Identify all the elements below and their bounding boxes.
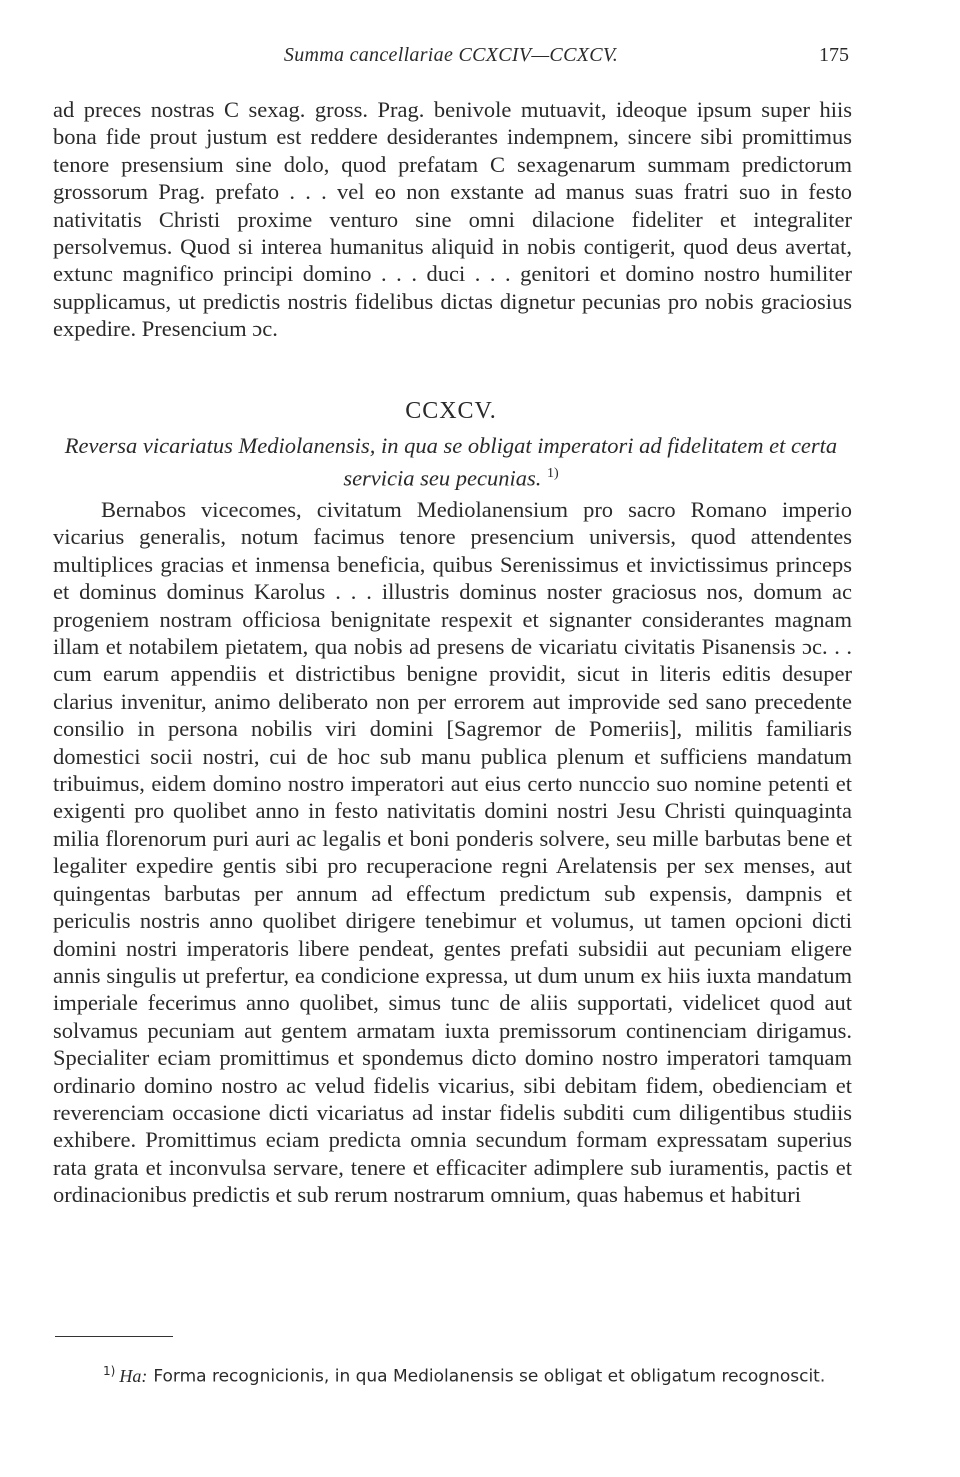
continuation-text: ad preces nostras C sexag. gross. Prag. benivole mutuavit, ideoque ipsum super hiis bona fide prout justum est reddere desiderantes indempnem, sincere sibi promittimus tenore presensium sine dolo, quod prefatam C sexagenarum summam predictorum grossorum Prag. prefato . . . vel eo non exstante ad manus suas fratri suo in festo nativitatis Christi proxime venturo sine omni dilacione fideliter et integraliter persolvemus. Quod si interea humanitus aliquid in nobis contigerit, quod deus avertat, extunc magnifico principi domino . . . duci . . . genitori et domino nostro humiliter supplicamus, ut predictis nostris fidelibus dictas dignetur pecunias pro nobis graciosius expedire. Presencium ɔc. <box>53 97 852 342</box>
page-header <box>53 44 849 72</box>
document-title <box>53 432 849 493</box>
footnote <box>103 1360 863 1388</box>
footnote-reference[interactable]: 1) <box>547 466 559 481</box>
footnote-divider <box>55 1336 173 1337</box>
document-body <box>53 496 852 1209</box>
document-title-text: Reversa vicariatus Mediolanensis, in qua se obligat imperatori ad fidelitatem et certa servicia seu pecunias. <box>64 433 838 491</box>
page-number: 175 <box>819 44 849 66</box>
continuation-paragraph <box>53 96 852 343</box>
running-title: Summa cancellariae CCXCIV—CCXCV. <box>283 44 619 66</box>
footnote-manuscript-siglum: Ha: <box>119 1365 148 1386</box>
document-body-text: Bernabos vicecomes, civitatum Mediolanensium pro sacro Romano imperio vicarius generalis, notum facimus tenore presencium universis, quod attendentes multiplices gracias et inmensa beneficia, quibus Serenissimus et invictissimus princeps et dominus dominus Karolus . . . illustris dominus noster graciosus nos, domum ac progeniem nostram officiosa benignitate respexit et signanter considerantes magnam illam et notabilem pietatem, qua nobis ad presens de vicariatu civitatis Pisanensis ɔc. . . cum earum appendiis et districtibus benigne providit, sicut in literis editis desuper clarius invenitur, animo deliberato non per errorem aut improvide sed sano precedente consilio in persona nobilis viri domini [Sagremor de Pomeriis], militis familiaris domestici socii nostri, cui de hoc sub manu publica plenum et sufficiens mandatum tribuimus, eidem domino nostro imperatori aut eius certo nunccio suo nomine petenti et exigenti pro quolibet anno in festo nativitatis domini nostri Jesu Christi quinquaginta milia florenorum puri auri ac legalis et boni ponderis solvere, seu mille barbutas bene et legaliter expedire gentis sibi pro recuperacione regni Arelatensis per sex menses, aut quingentas barbutas per annum ad effectum predictum sub expensis, dampnis et periculis nostris anno quolibet dirigere tenebimur et volumus, ut tamen opcioni dicti domini nostri imperatoris libere pendeat, gentes prefati subsidii aut pecuniam eligere annis singulis ut prefertur, ea condicione expressa, ut dum unum ex hiis iuxta mandatum imperiale fecerimus anno quolibet, simus tunc de aliis supportati, videlicet quod aut solvamus pecuniam aut gentem armatam iuxta premissorum continenciam dirigamus. Specialiter eciam promittimus et spondemus dicto domino nostro imperatori tamquam ordinario domino nostro ac velud fidelis vicarius, sibi debitam fidem, obedienciam et reverenciam occasione dicti vicariatus ad instar fidelis subditi cum diligentibus studiis exhibere. Promittimus eciam predicta omnia secundum formam expressatam superius rata grata et inconvulsa servare, tenere et efficaciter adimplere sub iuramentis, pactis et ordinacionibus predictis et sub rerum nostrarum omnium, quas habemus et habituri <box>53 497 852 1208</box>
document-number: CCXCV. <box>405 398 497 424</box>
footnote-mark: 1) <box>103 1364 116 1378</box>
footnote-text: Forma recognicionis, in qua Mediolanensis se obligat et obligatum recognoscit. <box>153 1366 826 1387</box>
